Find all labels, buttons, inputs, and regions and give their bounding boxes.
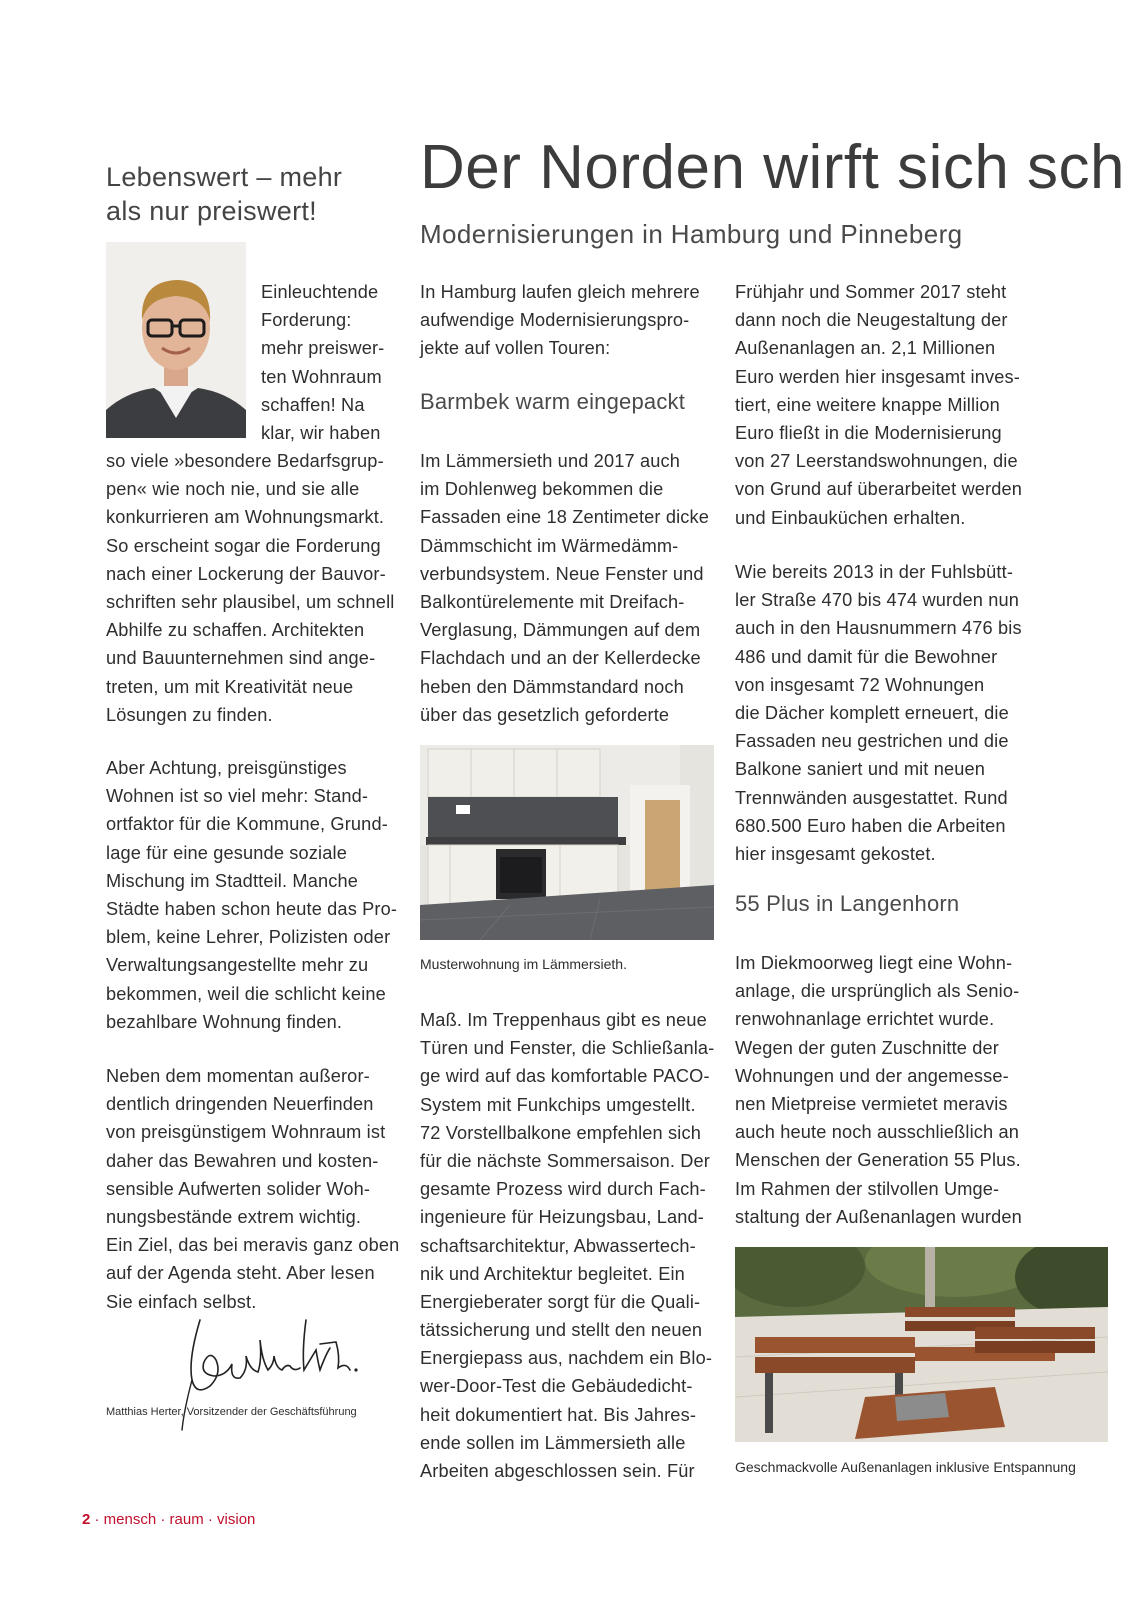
text-line: die Dächer komplett erneuert, die: [735, 702, 1009, 723]
text-line: Verwaltungsangestellte mehr zu: [106, 955, 369, 976]
text-line: schriften sehr plausibel, um schnell: [106, 591, 395, 612]
text-line: dann noch die Neugestaltung der: [735, 310, 1008, 331]
text-line: im Dohlenweg bekommen die: [420, 479, 664, 500]
text-line: von preisgünstigem Wohnraum ist: [106, 1122, 386, 1143]
text-line: hier insgesamt gekostet.: [735, 843, 936, 864]
text-line: So erscheint sogar die Forderung: [106, 535, 381, 556]
text-line: Energiepass aus, nachdem ein Blo-: [420, 1348, 713, 1369]
text-line: Wie bereits 2013 in der Fuhlsbütt-: [735, 562, 1014, 582]
text-line: Mischung im Stadtteil. Manche: [106, 870, 359, 891]
text-line: dentlich dringenden Neuerfinden: [106, 1094, 374, 1115]
sidebar-paragraph-2: [106, 754, 397, 1036]
text-line: wer-Door-Test die Gebäudedicht-: [420, 1376, 693, 1397]
text-line: anlage, die ursprünglich als Senio-: [735, 981, 1020, 1002]
text-line: daher das Bewahren und kosten-: [106, 1150, 379, 1171]
magazine-label: · mensch · raum · vision: [90, 1511, 256, 1528]
text-line: ingenieure für Heizungsbau, Land-: [420, 1207, 705, 1228]
text-line: so viele »besondere Bedarfsgrup-: [106, 451, 384, 471]
text-line: Balkontürelemente mit Dreifach-: [420, 591, 685, 612]
text-line: blem, keine Lehrer, Polizisten oder: [106, 927, 391, 948]
text-line: für die nächste Sommersaison. Der: [420, 1150, 711, 1171]
text-line: heit dokumentiert hat. Bis Jahres-: [420, 1404, 697, 1425]
text-line: auch in den Hausnummern 476 bis: [735, 618, 1022, 639]
article-col1-paragraph-2: [420, 1006, 714, 1485]
text-line: Abhilfe zu schaffen. Architekten: [106, 620, 365, 641]
outdoor-photo: [735, 1247, 1108, 1442]
text-line: Ein Ziel, das bei meravis ganz oben: [106, 1235, 400, 1256]
text-line: Verglasung, Dämmungen auf dem: [420, 620, 701, 641]
text-line: Aber Achtung, preisgünstiges: [106, 758, 347, 778]
text-line: staltung der Außenanlagen wurden: [735, 1206, 1022, 1227]
text-line: tätssicherung und stellt den neuen: [420, 1320, 703, 1341]
text-line: schaffen! Na: [261, 394, 365, 415]
text-line: bekommen, weil die schlicht keine: [106, 983, 386, 1004]
text-line: 72 Vorstellbalkone empfehlen sich: [420, 1122, 701, 1143]
text-line: von Grund auf überarbeitet werden: [735, 479, 1023, 500]
text-line: Trennwänden ausgestattet. Rund: [735, 787, 1008, 808]
text-line: pen« wie noch nie, und sie alle: [106, 479, 360, 500]
text-line: Fassaden eine 18 Zentimeter dicke: [420, 507, 710, 528]
text-line: Städte haben schon heute das Pro-: [106, 898, 398, 919]
text-line: Lösungen zu finden.: [106, 704, 273, 725]
text-line: Menschen der Generation 55 Plus.: [735, 1150, 1021, 1171]
text-line: ende sollen im Lämmersieth alle: [420, 1432, 686, 1453]
text-line: tiert, eine weitere knappe Million: [735, 394, 1000, 415]
page-number: 2: [82, 1511, 91, 1528]
text-line: von insgesamt 72 Wohnungen: [735, 674, 985, 695]
article-subtitle: Modernisierungen in Hamburg und Pinneberg: [420, 219, 963, 249]
sidebar-title-line: als nur preiswert!: [106, 196, 317, 226]
subhead-langenhorn: 55 Plus in Langenhorn: [735, 891, 960, 916]
sidebar-title: [106, 160, 406, 228]
portrait-photo: [106, 242, 246, 438]
sidebar-paragraph-1: [106, 447, 394, 729]
text-line: Im Diekmoorweg liegt eine Wohn-: [735, 953, 1013, 973]
page-footer: [82, 1510, 255, 1530]
text-line: 486 und damit für die Bewohner: [735, 646, 998, 667]
text-line: nen Mietpreise vermietet meravis: [735, 1093, 1008, 1114]
text-line: Wohnen ist so viel mehr: Stand-: [106, 786, 369, 807]
text-line: Wegen der guten Zuschnitte der: [735, 1037, 1000, 1058]
text-line: Balkone saniert und mit neuen: [735, 759, 986, 780]
text-line: Dämmschicht im Wärmedämm-: [420, 535, 679, 556]
text-line: mehr preiswer-: [261, 338, 385, 359]
kitchen-photo: [420, 745, 714, 940]
text-line: treten, um mit Kreativität neue: [106, 676, 354, 697]
text-line: Energieberater sorgt für die Quali-: [420, 1291, 701, 1312]
text-line: Einleuchtende: [261, 282, 379, 302]
outdoor-photo-caption: Geschmackvolle Außenanlagen inklusive Entspannung: [735, 1459, 1076, 1475]
text-line: System mit Funkchips umgestellt.: [420, 1094, 696, 1115]
text-line: Maß. Im Treppenhaus gibt es neue: [420, 1010, 707, 1030]
text-line: ortfaktor für die Kommune, Grund-: [106, 814, 388, 835]
text-line: In Hamburg laufen gleich mehrere: [420, 282, 700, 302]
text-line: Außenanlagen an. 2,1 Millionen: [735, 338, 996, 359]
text-line: aufwendige Modernisierungspro-: [420, 310, 690, 331]
text-line: Fassaden neu gestrichen und die: [735, 731, 1009, 752]
text-line: Wohnungen und der angemesse-: [735, 1065, 1009, 1086]
text-line: Euro fließt in die Modernisierung: [735, 422, 1002, 443]
text-line: und Bauunternehmen sind ange-: [106, 648, 376, 669]
text-line: nach einer Lockerung der Bauvor-: [106, 563, 386, 584]
text-line: renwohnanlage errichtet wurde.: [735, 1009, 995, 1030]
sidebar-title-line: Lebenswert – mehr: [106, 162, 343, 192]
text-line: Neben dem momentan außeror-: [106, 1066, 370, 1086]
handwritten-signature: [170, 1300, 370, 1440]
text-line: von 27 Leerstandswohnungen, die: [735, 451, 1018, 472]
text-line: sensible Aufwerten solider Woh-: [106, 1178, 371, 1199]
text-line: bezahlbare Wohnung finden.: [106, 1011, 343, 1032]
text-line: klar, wir haben: [261, 422, 381, 443]
text-line: lage für eine gesunde soziale: [106, 842, 347, 863]
article-col2-paragraph-3: [735, 949, 1022, 1231]
text-line: nungsbestände extrem wichtig.: [106, 1206, 362, 1227]
text-line: jekte auf vollen Touren:: [420, 338, 611, 359]
text-line: Arbeiten abgeschlossen sein. Für: [420, 1461, 695, 1481]
text-line: Türen und Fenster, die Schließanla-: [420, 1038, 715, 1059]
sidebar-paragraph-3: [106, 1062, 399, 1316]
article-intro: [420, 278, 700, 363]
text-line: und Einbauküchen erhalten.: [735, 507, 966, 528]
text-line: Euro werden hier insgesamt inves-: [735, 366, 1020, 387]
text-line: verbundsystem. Neue Fenster und: [420, 563, 704, 584]
signature-caption: Matthias Herter, Vorsitzender der Geschäftsführung: [106, 1406, 357, 1418]
text-line: über das gesetzlich geforderte: [420, 704, 670, 725]
text-line: Im Lämmersieth und 2017 auch: [420, 451, 680, 471]
sidebar-intro: [261, 278, 384, 447]
text-line: ten Wohnraum: [261, 366, 382, 387]
text-line: ler Straße 470 bis 474 wurden nun: [735, 590, 1019, 611]
text-line: gesamte Prozess wird durch Fach-: [420, 1179, 706, 1200]
text-line: nik und Architektur begleitet. Ein: [420, 1263, 685, 1284]
text-line: konkurrieren am Wohnungsmarkt.: [106, 507, 385, 528]
text-line: Forderung:: [261, 310, 352, 331]
kitchen-photo-caption: Musterwohnung im Lämmersieth.: [420, 956, 627, 972]
text-line: ge wird auf das komfortable PACO-: [420, 1066, 710, 1087]
text-line: auf der Agenda steht. Aber lesen: [106, 1263, 375, 1284]
text-line: Im Rahmen der stilvollen Umge-: [735, 1178, 1000, 1199]
subhead-barmbek: Barmbek warm eingepackt: [420, 389, 686, 414]
text-line: Sie einfach selbst.: [106, 1291, 257, 1312]
article-col2-paragraph-1: [735, 278, 1022, 532]
text-line: schaftsarchitektur, Abwassertech-: [420, 1235, 696, 1256]
article-title: Der Norden wirft sich sch: [420, 133, 1126, 202]
text-line: heben den Dämmstandard noch: [420, 676, 684, 697]
article-col2-paragraph-2: [735, 558, 1022, 868]
text-line: Flachdach und an der Kellerdecke: [420, 648, 701, 669]
article-col1-paragraph-1: [420, 447, 709, 729]
text-line: Frühjahr und Sommer 2017 steht: [735, 282, 1007, 302]
text-line: 680.500 Euro haben die Arbeiten: [735, 815, 1006, 836]
text-line: auch heute noch ausschließlich an: [735, 1122, 1020, 1143]
